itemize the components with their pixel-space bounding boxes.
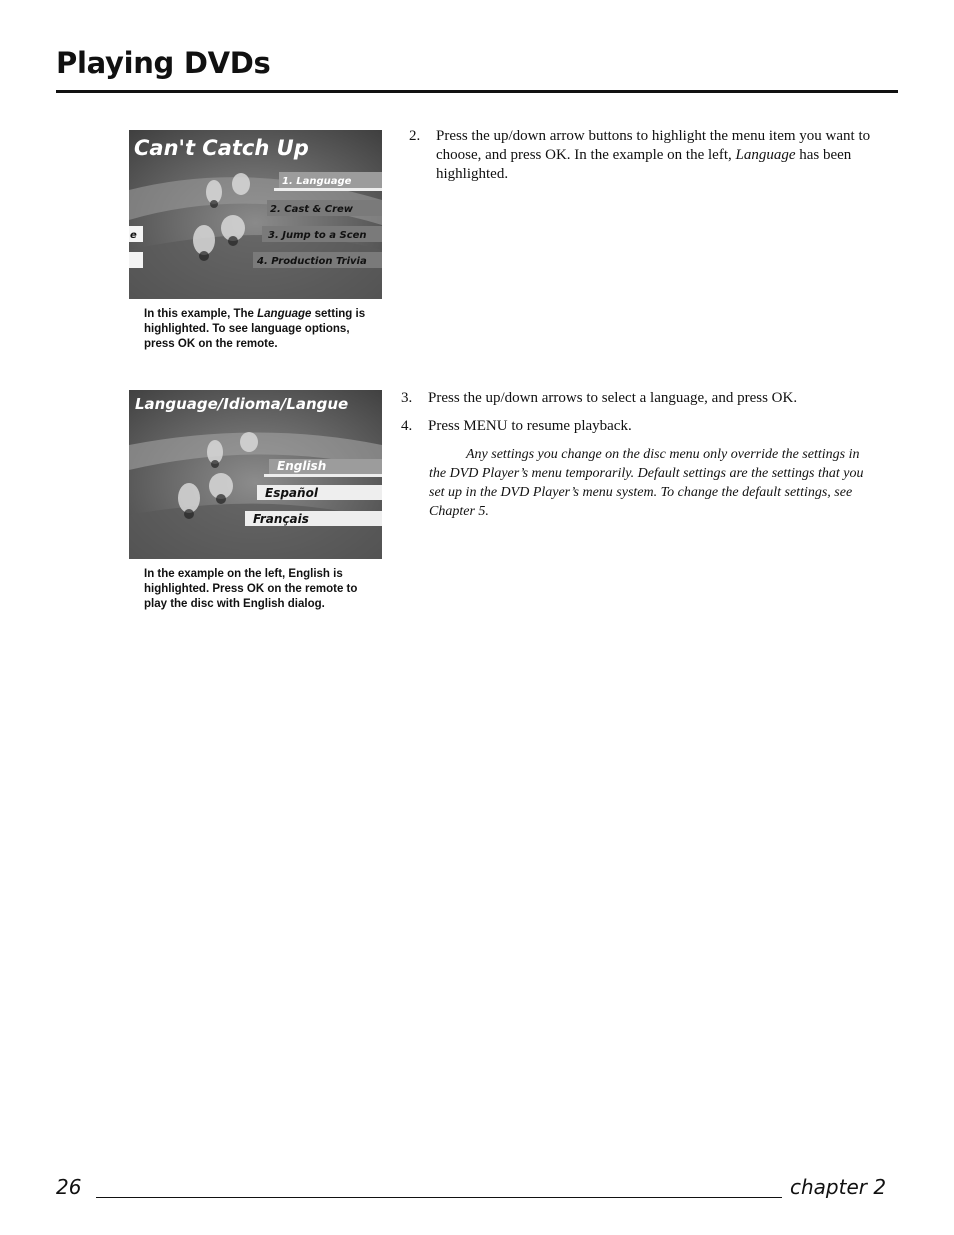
step-number: 4. (401, 418, 413, 434)
caption-italic-language: Language (257, 308, 312, 320)
menu-item-production-trivia: 4. Production Trivia (257, 256, 367, 267)
step-text (436, 127, 899, 184)
page-number: 26 (56, 1175, 82, 1199)
step-number: 2. (409, 128, 421, 144)
step-text-italic: Language (735, 147, 796, 163)
step-4 (401, 417, 881, 436)
language-option-espanol: Español (265, 486, 318, 500)
title-rule (56, 90, 898, 93)
screen-title: Can't Catch Up (134, 136, 309, 160)
step-text-part: has been highlighted. (436, 147, 852, 182)
step-2 (409, 127, 899, 184)
menu-item-jump-scene: 3. Jump to a Scen (268, 230, 367, 241)
language-option-english: English (277, 459, 327, 473)
caption-lead: In this example, The (144, 308, 258, 320)
step-number: 3. (401, 390, 413, 406)
step-text: Press the up/down arrows to select a language, and press OK. (428, 390, 798, 406)
step-text-part: Press the up/down arrow buttons to highlight the menu item you want to choose, and press OK. In the example on the left, (436, 128, 871, 163)
screen-title: Language/Idioma/Langue (135, 395, 349, 413)
menu-screenshot-language-select (129, 390, 382, 559)
menu-screenshot-cant-catch-up (129, 130, 382, 299)
language-option-francais: Français (253, 512, 309, 526)
caption-rest: setting is highlighted. To see language options, press OK on the remote. (144, 308, 366, 350)
menu-edge-letter: e (130, 230, 137, 241)
menu-item-cast-crew: 2. Cast & Crew (270, 204, 354, 215)
caption-english-highlight: In the example on the left, English is highlighted. Press OK on the remote to play the disc with English dialog. (144, 568, 358, 610)
chapter-label: chapter 2 (790, 1175, 887, 1199)
footer-rule (96, 1197, 782, 1198)
step-text: Press MENU to resume playback. (428, 418, 632, 434)
page-title: Playing DVDs (56, 46, 271, 80)
caption-language-highlight (144, 307, 369, 352)
settings-note: Any settings you change on the disc menu only override the settings in the DVD Player’s menu temporarily. Default settings are the settings that you set up in the DVD Player’s menu system. To change the default settings, see Chapter 5. (429, 447, 864, 519)
menu-item-language: 1. Language (282, 176, 352, 187)
step-3 (401, 389, 881, 408)
